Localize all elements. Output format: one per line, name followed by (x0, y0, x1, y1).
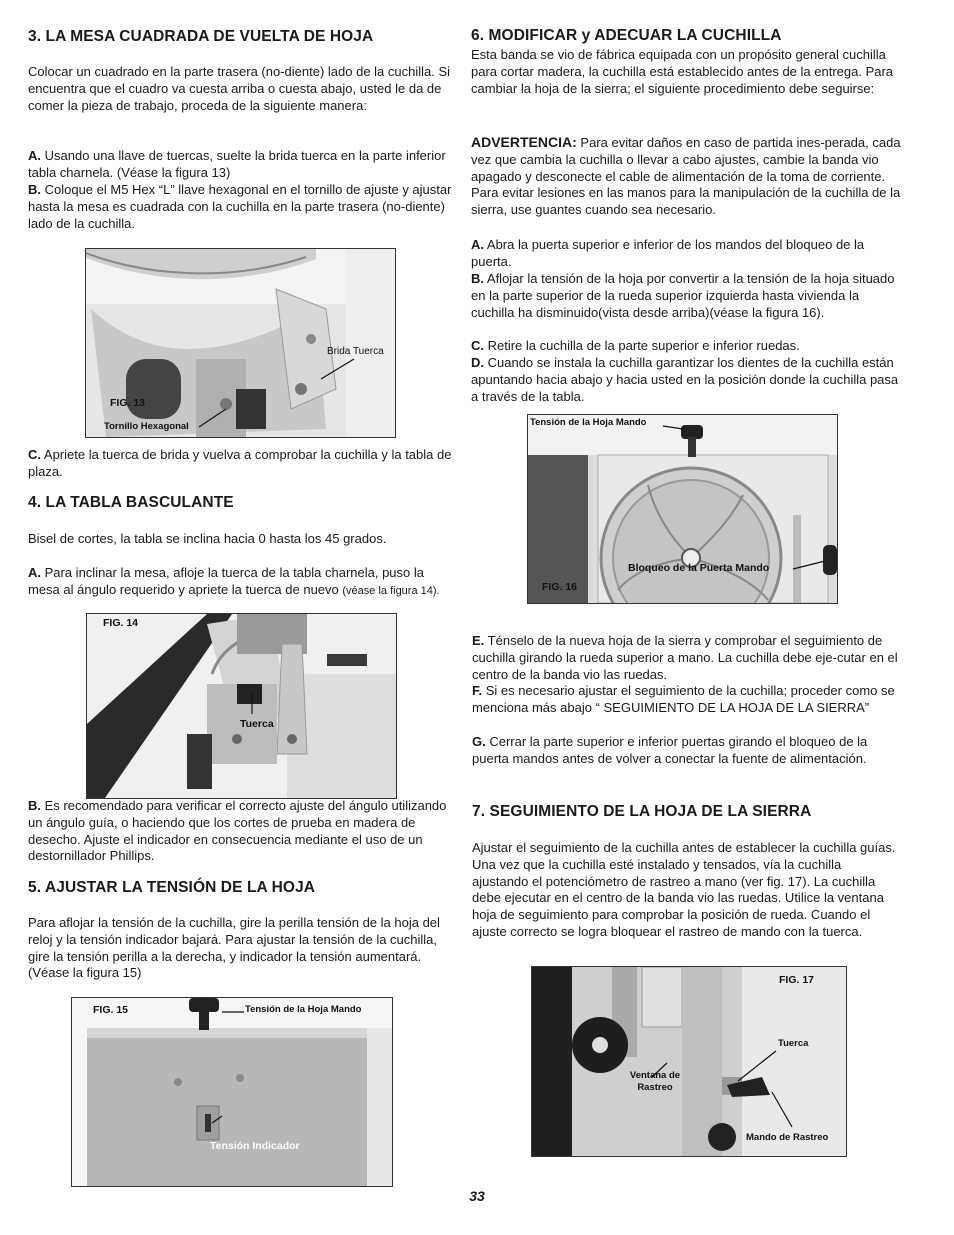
page-number: 33 (469, 1188, 485, 1204)
section-6-step-e (472, 633, 902, 683)
step-b-label: B. (28, 182, 41, 197)
step-a-text: Usando una llave de tuercas, suelte la brida tuerca en la parte inferior tabla charnela. (Véase la figura 13) (28, 148, 446, 180)
step-c-text: Apriete la tuerca de brida y vuelva a comprobar la cuchilla y la tabla de plaza. (28, 447, 452, 479)
figure-16-caption: FIG. 16 (542, 581, 578, 593)
step-b-text: Coloque el M5 Hex “L” llave hexagonal en el tornillo de ajuste y ajustar hasta la mesa es cuadrada con la cuchilla en la parte trasera (no-diente) lado de la cuchilla. (28, 182, 452, 231)
label-brida-tuerca: Brida Tuerca (327, 346, 384, 357)
step-e-label: E. (472, 633, 485, 648)
figure-14-illustration (87, 614, 396, 798)
warning-text: Para evitar daños en caso de partida ines-perada, cada vez que cambia la cuchilla o llevar a cabo ajustes, cambie la banda vio apagado y desconecte el cable de alimentación de la toma de corriente. Para evitar lesiones en las manos para la manipulación de la cuchilla de la sierra, use guantes cuando sea necesario. (471, 135, 901, 218)
step-e-text: Ténselo de la nueva hoja de la sierra y comprobar el seguimiento de cuchilla girando la rueda superior a mano. La cuchilla debe eje-cutar en el centro de la banda vio las ruedas. (472, 633, 898, 682)
step-a-label: A. (471, 237, 484, 252)
step-a-text: Para inclinar la mesa, afloje la tuerca de la tabla charnela, puso la mesa al ángulo requerido y apriete la tuerca de nuevo (28, 565, 424, 597)
section-6-step-g (472, 734, 902, 768)
step-g-label: G. (472, 734, 486, 749)
section-7-title: 7. SEGUIMIENTO DE LA HOJA DE LA SIERRA (472, 803, 812, 820)
step-b-label: B. (28, 798, 41, 813)
step-f-text: Si es necesario ajustar el seguimiento de la cuchilla; proceder como se menciona más abajo “ SEGUIMIENTO DE LA HOJA DE LA SIERRA” (472, 683, 895, 715)
section-6-title: 6. MODIFICAR y ADECUAR LA CUCHILLA (471, 27, 782, 44)
figure-13 (85, 248, 396, 438)
section-6-step-b (471, 271, 901, 321)
label-tuerca: Tuerca (778, 1038, 809, 1049)
figure-17-illustration (532, 967, 846, 1156)
section-3-intro: Colocar un cuadrado en la parte trasera (no-diente) lado de la cuchilla. Si encuentra que el cuadro va cuesta arriba o cuesta abajo, usted le da de comer la pieza de trabajo, proceda de la siguiente manera: (28, 64, 451, 113)
section-3-step-c (28, 447, 454, 481)
step-c-label: C. (28, 447, 41, 462)
figure-14 (86, 613, 397, 799)
figure-17 (531, 966, 847, 1157)
section-5-text: Para aflojar la tensión de la cuchilla, gire la perilla tensión de la hoja del reloj y la tensión indicador bajará. Para ajustar la tensión de la cuchilla, gire la tensión perilla a la derecha, y indicador la tensión aumentará. (Véase la figura 15) (28, 915, 440, 981)
section-3-title: 3. LA MESA CUADRADA DE VUELTA DE HOJA (28, 28, 374, 45)
step-d-label: D. (471, 355, 484, 370)
step-a-label: A. (28, 565, 41, 580)
section-3-step-b (28, 182, 454, 232)
figure-16 (527, 414, 838, 604)
step-f-label: F. (472, 683, 483, 698)
label-tornillo-hexagonal: Tornillo Hexagonal (104, 421, 189, 432)
figure-13-caption: FIG. 13 (110, 397, 146, 409)
section-6-step-f (472, 683, 902, 717)
figure-17-caption: FIG. 17 (779, 974, 815, 986)
section-3-step-a (28, 148, 454, 182)
warning-label: ADVERTENCIA: (471, 134, 577, 150)
label-ventana-rastreo: Ventana de Rastreo (629, 1070, 681, 1093)
figure-15-illustration (72, 998, 392, 1186)
section-5-title: 5. AJUSTAR LA TENSIÓN DE LA HOJA (28, 879, 316, 896)
step-a-label: A. (28, 148, 41, 163)
figure-14-caption: FIG. 14 (103, 617, 139, 629)
label-tension-indicador: Tensión Indicador (210, 1140, 300, 1152)
section-6-warning (471, 134, 901, 219)
label-tension-hoja-mando: Tensión de la Hoja Mando (530, 417, 647, 428)
section-6-step-c (471, 338, 901, 355)
figure-15 (71, 997, 393, 1187)
label-bloqueo-puerta-mando: Bloqueo de la Puerta Mando (628, 562, 770, 574)
label-tension-hoja-mando: Tensión de la Hoja Mando (245, 1004, 362, 1015)
section-6-intro: Esta banda se vio de fábrica equipada con un propósito general cuchilla para cortar madera, la cuchilla está establecido antes de la entrega. Para cambiar la hoja de la sierra; el siguiente procedimiento debe seguirse: (471, 47, 894, 96)
step-a-reference: (véase la figura 14). (342, 584, 440, 597)
section-7-text: Ajustar el seguimiento de la cuchilla antes de establecer la cuchilla guías. Una vez que la cuchilla esté instalado y tensados, vía la cuchilla ajustando el potenciómetro de rastreo a mano (ver fig. 17). La cuchilla debe ejecutar en el centro de la banda vio las ruedas. Utilice la ventana hoja de seguimiento para comprobar la posición de rueda. Cuando el ajuste correcto se logra bloquear el rastreo de mando con la tuerca. (472, 840, 896, 939)
step-c-text: Retire la cuchilla de la parte superior e inferior ruedas. (484, 338, 800, 353)
figure-15-caption: FIG. 15 (93, 1004, 129, 1016)
figure-16-illustration (528, 415, 837, 603)
section-4-step-b (28, 798, 454, 865)
step-b-text: Aflojar la tensión de la hoja por convertir a la tensión de la hoja situado en la parte superior de la rueda superior izquierda hasta vivienda la cuchilla ha disminuido(vista desde arriba)(véase la figura 16). (471, 271, 895, 320)
section-4-title: 4. LA TABLA BASCULANTE (28, 494, 234, 511)
step-g-text: Cerrar la parte superior e inferior puertas girando el bloqueo de la puerta mandos antes de volver a conectar la fuente de alimentación. (472, 734, 868, 766)
step-b-text: Es recomendado para verificar el correcto ajuste del ángulo utilizando un ángulo guía, o haciendo que los cortes de prueba en madera de desecho. Ajuste el indicador en consecuencia mediante el uso de un destornillador Phillips. (28, 798, 447, 864)
label-mando-rastreo: Mando de Rastreo (746, 1132, 829, 1143)
section-6-step-a (471, 237, 901, 271)
label-tuerca: Tuerca (240, 718, 274, 730)
step-d-text: Cuando se instala la cuchilla garantizar los dientes de la cuchilla están apuntando hacia abajo y hacia usted en la posición donde la cuchilla pasa a través de la tabla. (471, 355, 899, 404)
section-6-step-d (471, 355, 901, 405)
step-a-text: Abra la puerta superior e inferior de los mandos del bloqueo de la puerta. (471, 237, 865, 269)
section-4-step-a (28, 565, 448, 600)
section-4-intro: Bisel de cortes, la tabla se inclina hacia 0 hasta los 45 grados. (28, 531, 387, 546)
step-b-label: B. (471, 271, 484, 286)
step-c-label: C. (471, 338, 484, 353)
